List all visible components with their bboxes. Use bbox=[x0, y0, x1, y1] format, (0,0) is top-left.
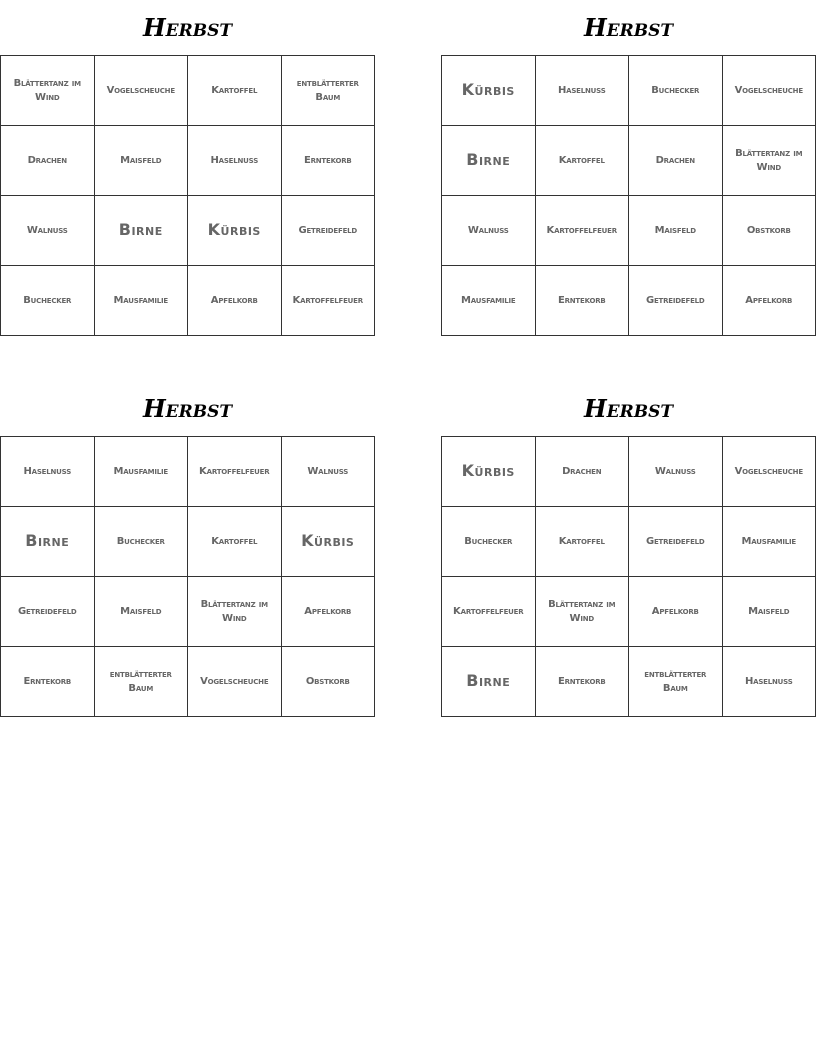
bingo-cell: Walnuss bbox=[282, 437, 376, 507]
bingo-cell: Apfelkorb bbox=[629, 577, 723, 647]
bingo-cell: entblätterter Baum bbox=[95, 647, 189, 717]
bingo-cell: Buchecker bbox=[95, 507, 189, 577]
bingo-card bbox=[441, 0, 816, 336]
bingo-cell: Vogelscheuche bbox=[723, 437, 816, 507]
bingo-cell: Buchecker bbox=[1, 266, 95, 336]
card-title: Herbst bbox=[583, 13, 674, 42]
bingo-cell: Kürbis bbox=[188, 196, 282, 266]
bingo-cell: Maisfeld bbox=[95, 577, 189, 647]
bingo-grid bbox=[441, 436, 816, 717]
bingo-cell: entblätterter Baum bbox=[629, 647, 723, 717]
bingo-cell: Kartoffelfeuer bbox=[536, 196, 630, 266]
bingo-cell: Kürbis bbox=[282, 507, 376, 577]
bingo-cell: Drachen bbox=[536, 437, 630, 507]
bingo-cell: Vogelscheuche bbox=[188, 647, 282, 717]
bingo-cell: Birne bbox=[442, 647, 536, 717]
bingo-cell: Blättertanz im Wind bbox=[536, 577, 630, 647]
bingo-cell: Getreidefeld bbox=[629, 266, 723, 336]
bingo-card bbox=[441, 381, 816, 717]
bingo-cell: Vogelscheuche bbox=[95, 56, 189, 126]
bingo-cell: Getreidefeld bbox=[629, 507, 723, 577]
bingo-cell: Mausfamilie bbox=[442, 266, 536, 336]
bingo-cell: Apfelkorb bbox=[282, 577, 376, 647]
bingo-card bbox=[0, 381, 375, 717]
bingo-cell: Apfelkorb bbox=[188, 266, 282, 336]
bingo-cell: Kartoffel bbox=[536, 507, 630, 577]
bingo-cell: Maisfeld bbox=[95, 126, 189, 196]
bingo-cell: Drachen bbox=[629, 126, 723, 196]
bingo-cell: Kartoffel bbox=[188, 507, 282, 577]
bingo-cell: Erntekorb bbox=[282, 126, 376, 196]
card-title: Herbst bbox=[142, 394, 233, 423]
bingo-cell: Birne bbox=[1, 507, 95, 577]
bingo-cell: Vogelscheuche bbox=[723, 56, 816, 126]
bingo-cell: Apfelkorb bbox=[723, 266, 816, 336]
bingo-cell: Blättertanz im Wind bbox=[188, 577, 282, 647]
bingo-cell: Birne bbox=[95, 196, 189, 266]
bingo-cell: Buchecker bbox=[442, 507, 536, 577]
bingo-cell: Walnuss bbox=[442, 196, 536, 266]
bingo-cell: Maisfeld bbox=[629, 196, 723, 266]
card-title: Herbst bbox=[142, 13, 233, 42]
bingo-cell: Walnuss bbox=[1, 196, 95, 266]
bingo-cell: Getreidefeld bbox=[1, 577, 95, 647]
bingo-cell: Kartoffelfeuer bbox=[188, 437, 282, 507]
bingo-cell: Mausfamilie bbox=[95, 437, 189, 507]
bingo-cell: Kartoffel bbox=[536, 126, 630, 196]
bingo-cell: Kürbis bbox=[442, 56, 536, 126]
bingo-cell: Maisfeld bbox=[723, 577, 816, 647]
bingo-cell: Haselnuss bbox=[536, 56, 630, 126]
bingo-cell: Kartoffelfeuer bbox=[442, 577, 536, 647]
bingo-cell: Kartoffel bbox=[188, 56, 282, 126]
bingo-cell: Obstkorb bbox=[282, 647, 376, 717]
bingo-cell: Walnuss bbox=[629, 437, 723, 507]
bingo-cell: Obstkorb bbox=[723, 196, 816, 266]
bingo-cell: Erntekorb bbox=[536, 266, 630, 336]
bingo-cell: Haselnuss bbox=[1, 437, 95, 507]
bingo-cell: Kürbis bbox=[442, 437, 536, 507]
bingo-cell: Kartoffelfeuer bbox=[282, 266, 376, 336]
bingo-cell: Erntekorb bbox=[536, 647, 630, 717]
bingo-cell: Mausfamilie bbox=[723, 507, 816, 577]
bingo-cell: Drachen bbox=[1, 126, 95, 196]
bingo-cell: Blättertanz im Wind bbox=[723, 126, 816, 196]
bingo-cell: Haselnuss bbox=[188, 126, 282, 196]
bingo-cell: Mausfamilie bbox=[95, 266, 189, 336]
bingo-card bbox=[0, 0, 375, 336]
bingo-cell: Blättertanz im Wind bbox=[1, 56, 95, 126]
card-title: Herbst bbox=[583, 394, 674, 423]
bingo-cell: entblätterter Baum bbox=[282, 56, 376, 126]
bingo-cell: Erntekorb bbox=[1, 647, 95, 717]
bingo-grid bbox=[0, 436, 375, 717]
bingo-cell: Haselnuss bbox=[723, 647, 816, 717]
bingo-cell: Buchecker bbox=[629, 56, 723, 126]
bingo-grid bbox=[441, 55, 816, 336]
bingo-cell: Birne bbox=[442, 126, 536, 196]
bingo-grid bbox=[0, 55, 375, 336]
bingo-cell: Getreidefeld bbox=[282, 196, 376, 266]
